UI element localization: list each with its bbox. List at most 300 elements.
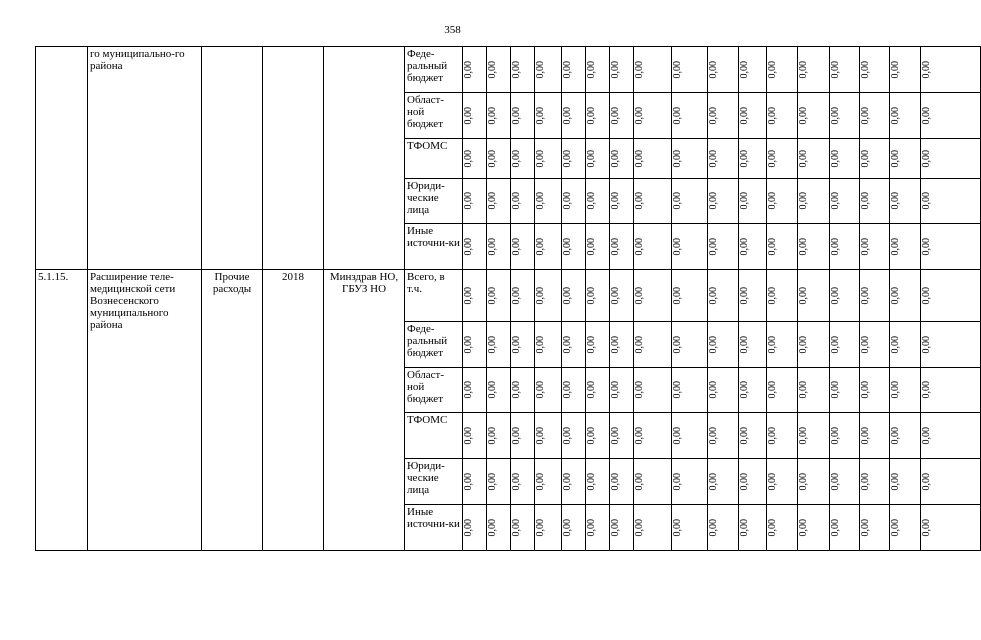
- value-cell: [672, 47, 708, 93]
- value-cell: [634, 505, 672, 551]
- value-cell: [487, 224, 511, 270]
- amount-value: 0,00: [463, 106, 474, 125]
- amount-value: 0,00: [921, 286, 932, 305]
- amount-value: 0,00: [890, 472, 901, 491]
- value-cell: [767, 179, 798, 224]
- value-cell: [739, 179, 767, 224]
- value-cell: [463, 139, 487, 179]
- amount-value: 0,00: [890, 60, 901, 79]
- value-cell: [610, 47, 634, 93]
- amount-value: 0,00: [562, 335, 573, 354]
- amount-value: 0,00: [634, 381, 645, 399]
- amount-value: 0,00: [610, 381, 621, 399]
- value-cell: [921, 47, 981, 93]
- value-cell: [463, 224, 487, 270]
- value-cell: [562, 413, 586, 459]
- value-cell: [511, 179, 535, 224]
- value-cell: [610, 368, 634, 413]
- value-cell: [511, 93, 535, 139]
- amount-value: 0,00: [586, 60, 597, 79]
- value-cell: [767, 93, 798, 139]
- value-cell: [708, 413, 739, 459]
- value-cell: [463, 47, 487, 93]
- amount-value: 0,00: [463, 426, 474, 445]
- amount-value: 0,00: [860, 518, 871, 537]
- amount-value: 0,00: [921, 237, 932, 256]
- amount-value: 0,00: [610, 60, 621, 79]
- amount-value: 0,00: [634, 149, 645, 168]
- value-cell: [921, 139, 981, 179]
- amount-value: 0,00: [890, 192, 901, 210]
- amount-value: 0,00: [921, 106, 932, 125]
- value-cell: [562, 459, 586, 505]
- value-cell: [610, 322, 634, 368]
- value-cell: [830, 459, 860, 505]
- amount-value: 0,00: [634, 472, 645, 491]
- value-cell: [610, 93, 634, 139]
- amount-value: 0,00: [708, 106, 719, 125]
- amount-value: 0,00: [463, 237, 474, 256]
- value-cell: [708, 459, 739, 505]
- value-cell: [798, 459, 830, 505]
- amount-value: 0,00: [487, 286, 498, 305]
- measure-year-cell: [263, 47, 324, 270]
- value-cell: [463, 322, 487, 368]
- amount-value: 0,00: [562, 426, 573, 445]
- value-cell: [860, 47, 890, 93]
- amount-value: 0,00: [921, 60, 932, 79]
- value-cell: [708, 270, 739, 322]
- value-cell: [921, 224, 981, 270]
- amount-value: 0,00: [511, 237, 522, 256]
- value-cell: [767, 505, 798, 551]
- value-cell: [830, 413, 860, 459]
- amount-value: 0,00: [708, 192, 719, 210]
- amount-value: 0,00: [708, 237, 719, 256]
- value-cell: [463, 459, 487, 505]
- amount-value: 0,00: [634, 192, 645, 210]
- amount-value: 0,00: [860, 426, 871, 445]
- measure-name-cell: [88, 47, 202, 270]
- value-cell: [798, 413, 830, 459]
- amount-value: 0,00: [767, 518, 778, 537]
- funding-source-label: Феде-ральный бюджет: [407, 48, 448, 84]
- amount-value: 0,00: [487, 518, 498, 537]
- amount-value: 0,00: [830, 149, 841, 168]
- value-cell: [634, 224, 672, 270]
- value-cell: [535, 224, 562, 270]
- value-cell: [634, 368, 672, 413]
- amount-value: 0,00: [767, 149, 778, 168]
- value-cell: [634, 413, 672, 459]
- amount-value: 0,00: [921, 335, 932, 354]
- funding-source-label: Иные источни-ки: [407, 506, 460, 530]
- measure-executor-cell: [324, 270, 405, 551]
- value-cell: [830, 322, 860, 368]
- value-cell: [586, 413, 610, 459]
- value-cell: [586, 47, 610, 93]
- measure-year-cell: [263, 270, 324, 551]
- amount-value: 0,00: [672, 237, 683, 256]
- value-cell: [511, 413, 535, 459]
- amount-value: 0,00: [672, 335, 683, 354]
- amount-value: 0,00: [511, 472, 522, 491]
- value-cell: [860, 368, 890, 413]
- amount-value: 0,00: [463, 335, 474, 354]
- measure-name-cell: [88, 270, 202, 551]
- value-cell: [890, 179, 921, 224]
- amount-value: 0,00: [860, 237, 871, 256]
- value-cell: [672, 224, 708, 270]
- value-cell: [634, 47, 672, 93]
- amount-value: 0,00: [634, 286, 645, 305]
- amount-value: 0,00: [610, 518, 621, 537]
- value-cell: [860, 93, 890, 139]
- value-cell: [890, 368, 921, 413]
- amount-value: 0,00: [708, 472, 719, 491]
- amount-value: 0,00: [562, 192, 573, 210]
- amount-value: 0,00: [672, 426, 683, 445]
- amount-value: 0,00: [798, 149, 809, 168]
- value-cell: [860, 505, 890, 551]
- amount-value: 0,00: [586, 381, 597, 399]
- table-body: [36, 47, 981, 551]
- amount-value: 0,00: [634, 335, 645, 354]
- value-cell: [798, 505, 830, 551]
- value-cell: [562, 93, 586, 139]
- value-cell: [860, 459, 890, 505]
- value-cell: [535, 270, 562, 322]
- value-cell: [535, 139, 562, 179]
- funding-source-label: Област-ной бюджет: [407, 369, 444, 405]
- table-row: [36, 47, 981, 93]
- amount-value: 0,00: [511, 286, 522, 305]
- value-cell: [798, 139, 830, 179]
- value-cell: [535, 93, 562, 139]
- amount-value: 0,00: [586, 192, 597, 210]
- measure-code-cell: [36, 47, 88, 270]
- value-cell: [586, 179, 610, 224]
- amount-value: 0,00: [487, 381, 498, 399]
- amount-value: 0,00: [767, 426, 778, 445]
- value-cell: [511, 224, 535, 270]
- table-row: [36, 270, 981, 322]
- amount-value: 0,00: [798, 426, 809, 445]
- amount-value: 0,00: [798, 106, 809, 125]
- amount-value: 0,00: [798, 237, 809, 256]
- amount-value: 0,00: [672, 472, 683, 491]
- amount-value: 0,00: [672, 192, 683, 210]
- value-cell: [798, 368, 830, 413]
- value-cell: [860, 322, 890, 368]
- amount-value: 0,00: [586, 237, 597, 256]
- value-cell: [511, 322, 535, 368]
- amount-value: 0,00: [830, 286, 841, 305]
- value-cell: [511, 270, 535, 322]
- value-cell: [487, 47, 511, 93]
- amount-value: 0,00: [610, 106, 621, 125]
- amount-value: 0,00: [739, 149, 750, 168]
- amount-value: 0,00: [586, 426, 597, 445]
- funding-source-cell: [405, 139, 463, 179]
- value-cell: [830, 139, 860, 179]
- amount-value: 0,00: [511, 426, 522, 445]
- value-cell: [798, 93, 830, 139]
- amount-value: 0,00: [634, 426, 645, 445]
- funding-source-cell: [405, 368, 463, 413]
- value-cell: [487, 322, 511, 368]
- amount-value: 0,00: [463, 472, 474, 491]
- amount-value: 0,00: [921, 149, 932, 168]
- value-cell: [739, 505, 767, 551]
- value-cell: [634, 459, 672, 505]
- value-cell: [586, 224, 610, 270]
- value-cell: [921, 459, 981, 505]
- value-cell: [921, 270, 981, 322]
- value-cell: [610, 459, 634, 505]
- amount-value: 0,00: [708, 518, 719, 537]
- amount-value: 0,00: [739, 106, 750, 125]
- value-cell: [767, 413, 798, 459]
- value-cell: [830, 47, 860, 93]
- value-cell: [767, 47, 798, 93]
- value-cell: [672, 322, 708, 368]
- value-cell: [562, 368, 586, 413]
- amount-value: 0,00: [921, 426, 932, 445]
- funding-source-label: Феде-ральный бюджет: [407, 323, 448, 359]
- value-cell: [739, 270, 767, 322]
- page-number: 358: [444, 24, 461, 36]
- amount-value: 0,00: [739, 335, 750, 354]
- value-cell: [798, 224, 830, 270]
- funding-source-cell: [405, 505, 463, 551]
- value-cell: [708, 368, 739, 413]
- value-cell: [634, 270, 672, 322]
- amount-value: 0,00: [921, 192, 932, 210]
- value-cell: [921, 179, 981, 224]
- value-cell: [511, 459, 535, 505]
- amount-value: 0,00: [463, 60, 474, 79]
- amount-value: 0,00: [921, 472, 932, 491]
- amount-value: 0,00: [535, 192, 546, 210]
- amount-value: 0,00: [708, 149, 719, 168]
- amount-value: 0,00: [860, 149, 871, 168]
- amount-value: 0,00: [890, 381, 901, 399]
- amount-value: 0,00: [830, 106, 841, 125]
- value-cell: [672, 505, 708, 551]
- funding-source-label: ТФОМС: [407, 140, 448, 152]
- value-cell: [798, 179, 830, 224]
- amount-value: 0,00: [586, 149, 597, 168]
- funding-source-cell: [405, 270, 463, 322]
- amount-value: 0,00: [708, 381, 719, 399]
- amount-value: 0,00: [562, 472, 573, 491]
- amount-value: 0,00: [890, 106, 901, 125]
- measure-year: 2018: [282, 271, 304, 283]
- amount-value: 0,00: [487, 149, 498, 168]
- value-cell: [830, 505, 860, 551]
- amount-value: 0,00: [535, 381, 546, 399]
- value-cell: [739, 224, 767, 270]
- value-cell: [511, 505, 535, 551]
- value-cell: [511, 368, 535, 413]
- amount-value: 0,00: [672, 518, 683, 537]
- amount-value: 0,00: [830, 472, 841, 491]
- value-cell: [767, 224, 798, 270]
- value-cell: [739, 93, 767, 139]
- value-cell: [610, 179, 634, 224]
- amount-value: 0,00: [610, 192, 621, 210]
- value-cell: [634, 322, 672, 368]
- amount-value: 0,00: [739, 60, 750, 79]
- measure-executor-cell: [324, 47, 405, 270]
- value-cell: [463, 413, 487, 459]
- amount-value: 0,00: [535, 106, 546, 125]
- value-cell: [890, 505, 921, 551]
- amount-value: 0,00: [921, 518, 932, 537]
- amount-value: 0,00: [487, 106, 498, 125]
- value-cell: [463, 179, 487, 224]
- expense-type-cell: [202, 270, 263, 551]
- value-cell: [767, 459, 798, 505]
- amount-value: 0,00: [511, 381, 522, 399]
- value-cell: [830, 270, 860, 322]
- amount-value: 0,00: [562, 237, 573, 256]
- amount-value: 0,00: [739, 518, 750, 537]
- amount-value: 0,00: [535, 472, 546, 491]
- funding-source-cell: [405, 93, 463, 139]
- value-cell: [463, 368, 487, 413]
- amount-value: 0,00: [511, 518, 522, 537]
- amount-value: 0,00: [562, 381, 573, 399]
- value-cell: [830, 179, 860, 224]
- amount-value: 0,00: [610, 472, 621, 491]
- amount-value: 0,00: [890, 149, 901, 168]
- value-cell: [562, 505, 586, 551]
- amount-value: 0,00: [739, 192, 750, 210]
- value-cell: [830, 224, 860, 270]
- value-cell: [586, 368, 610, 413]
- value-cell: [739, 139, 767, 179]
- amount-value: 0,00: [535, 335, 546, 354]
- value-cell: [463, 270, 487, 322]
- value-cell: [860, 179, 890, 224]
- amount-value: 0,00: [830, 426, 841, 445]
- value-cell: [463, 93, 487, 139]
- amount-value: 0,00: [463, 381, 474, 399]
- amount-value: 0,00: [463, 192, 474, 210]
- value-cell: [672, 413, 708, 459]
- value-cell: [798, 322, 830, 368]
- funding-source-cell: [405, 459, 463, 505]
- value-cell: [586, 270, 610, 322]
- value-cell: [767, 139, 798, 179]
- value-cell: [890, 270, 921, 322]
- value-cell: [487, 368, 511, 413]
- value-cell: [798, 47, 830, 93]
- value-cell: [921, 368, 981, 413]
- value-cell: [535, 179, 562, 224]
- amount-value: 0,00: [511, 149, 522, 168]
- amount-value: 0,00: [767, 60, 778, 79]
- amount-value: 0,00: [798, 335, 809, 354]
- funding-source-label: Юриди-ческие лица: [407, 460, 445, 496]
- amount-value: 0,00: [586, 472, 597, 491]
- funding-source-label: ТФОМС: [407, 414, 448, 426]
- value-cell: [890, 459, 921, 505]
- amount-value: 0,00: [767, 192, 778, 210]
- funding-source-label: Иные источни-ки: [407, 225, 460, 249]
- value-cell: [610, 139, 634, 179]
- amount-value: 0,00: [463, 518, 474, 537]
- value-cell: [890, 93, 921, 139]
- value-cell: [921, 413, 981, 459]
- amount-value: 0,00: [767, 237, 778, 256]
- funding-source-cell: [405, 322, 463, 368]
- value-cell: [672, 368, 708, 413]
- value-cell: [586, 322, 610, 368]
- amount-value: 0,00: [511, 106, 522, 125]
- amount-value: 0,00: [535, 237, 546, 256]
- value-cell: [610, 505, 634, 551]
- amount-value: 0,00: [708, 426, 719, 445]
- value-cell: [634, 139, 672, 179]
- value-cell: [708, 505, 739, 551]
- amount-value: 0,00: [830, 335, 841, 354]
- expense-type: Прочие расходы: [212, 271, 252, 295]
- value-cell: [535, 505, 562, 551]
- amount-value: 0,00: [890, 237, 901, 256]
- amount-value: 0,00: [672, 149, 683, 168]
- funding-source-label: Област-ной бюджет: [407, 94, 444, 130]
- value-cell: [511, 139, 535, 179]
- amount-value: 0,00: [798, 60, 809, 79]
- value-cell: [672, 139, 708, 179]
- amount-value: 0,00: [830, 60, 841, 79]
- amount-value: 0,00: [672, 381, 683, 399]
- amount-value: 0,00: [586, 286, 597, 305]
- amount-value: 0,00: [830, 381, 841, 399]
- value-cell: [890, 47, 921, 93]
- amount-value: 0,00: [586, 106, 597, 125]
- amount-value: 0,00: [586, 518, 597, 537]
- value-cell: [562, 47, 586, 93]
- measure-name: го муниципально-го района: [90, 48, 185, 72]
- amount-value: 0,00: [487, 472, 498, 491]
- amount-value: 0,00: [634, 106, 645, 125]
- value-cell: [487, 413, 511, 459]
- value-cell: [860, 139, 890, 179]
- measure-code-cell: [36, 270, 88, 551]
- amount-value: 0,00: [672, 60, 683, 79]
- amount-value: 0,00: [487, 335, 498, 354]
- amount-value: 0,00: [487, 237, 498, 256]
- value-cell: [890, 413, 921, 459]
- amount-value: 0,00: [739, 237, 750, 256]
- amount-value: 0,00: [562, 518, 573, 537]
- value-cell: [487, 93, 511, 139]
- amount-value: 0,00: [830, 518, 841, 537]
- value-cell: [890, 224, 921, 270]
- value-cell: [739, 459, 767, 505]
- amount-value: 0,00: [487, 60, 498, 79]
- value-cell: [487, 179, 511, 224]
- amount-value: 0,00: [860, 335, 871, 354]
- value-cell: [890, 139, 921, 179]
- amount-value: 0,00: [798, 518, 809, 537]
- amount-value: 0,00: [535, 60, 546, 79]
- amount-value: 0,00: [767, 381, 778, 399]
